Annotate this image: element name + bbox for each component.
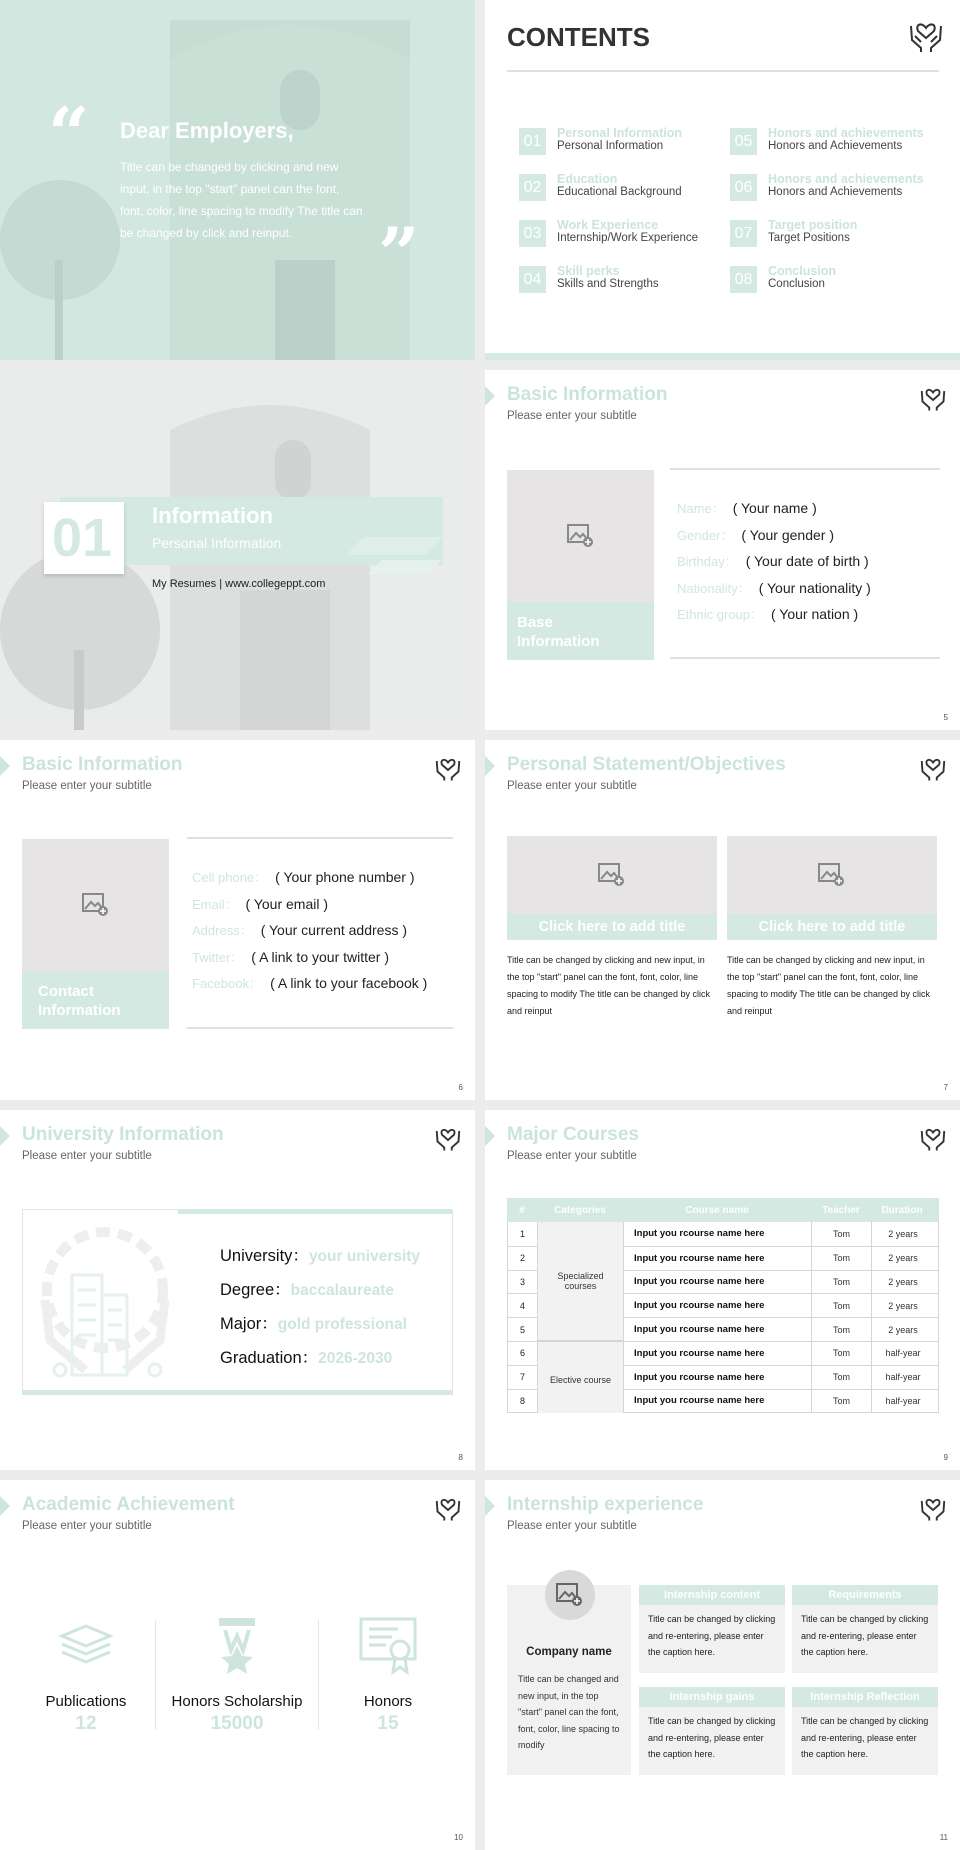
contents-item-subtitle: Skills and Strengths — [557, 278, 659, 290]
internship-box-body: Title can be changed by clicking and re-entering, please enter the caption here. — [648, 1614, 776, 1657]
contents-number: 08 — [734, 270, 753, 288]
teacher: Tom — [812, 1222, 872, 1246]
bottom-rule — [670, 657, 940, 659]
contents-number-badge — [730, 128, 757, 155]
section-footer: My Resumes | www.collegeppt.com — [152, 578, 326, 590]
section-number: 01 — [52, 508, 113, 568]
info-label: Twitter： — [192, 949, 244, 965]
contents-number-badge — [519, 174, 546, 201]
contents-item[interactable] — [730, 264, 940, 298]
internship-box-title: Requirements — [828, 1589, 902, 1601]
info-row — [677, 525, 834, 545]
page-number: 10 — [454, 1833, 463, 1842]
image-add-icon — [818, 863, 846, 887]
image-add-icon — [556, 1583, 584, 1607]
title-arrow-icon — [0, 756, 10, 776]
contents-item-title: Conclusion — [768, 264, 837, 278]
contents-number-badge — [730, 174, 757, 201]
hands-heart-icon — [918, 1122, 948, 1152]
title-arrow-icon — [485, 1496, 495, 1516]
slide-subtitle: Please enter your subtitle — [507, 1150, 637, 1162]
slide-title: Academic Achievement — [22, 1494, 235, 1515]
contents-item[interactable] — [519, 126, 729, 160]
slide-section[interactable] — [0, 370, 475, 730]
info-value[interactable]: ( Your nationality ) — [758, 579, 871, 596]
course-table — [507, 1198, 939, 1413]
top-rule — [187, 837, 453, 839]
hands-heart-icon — [433, 1122, 463, 1152]
info-row — [677, 578, 871, 598]
cover-body: Title can be changed by clicking and new input, in the top "start" panel can the font, font, color, line spacing to modify The title can be changed by click and reinput. — [120, 160, 363, 240]
info-row — [677, 604, 858, 624]
internship-box-title-bar — [639, 1687, 785, 1707]
photo-placeholder[interactable] — [727, 836, 937, 914]
table-body — [507, 1222, 939, 1413]
internship-box-title: Internship Reflection — [810, 1691, 920, 1703]
contents-item-title: Personal Information — [557, 126, 683, 140]
info-label: Ethnic group： — [677, 607, 763, 622]
duration: half-year — [885, 1372, 921, 1383]
contents-item[interactable] — [519, 264, 729, 298]
internship-box-body: Title can be changed by clicking and re-entering, please enter the caption here. — [801, 1716, 929, 1759]
contents-number: 01 — [523, 132, 542, 150]
certificate-icon — [358, 1616, 418, 1676]
internship-box-title-bar — [639, 1585, 785, 1605]
campus-watermark-icon — [30, 1220, 180, 1390]
info-row — [677, 551, 869, 571]
achievement-value: 15 — [377, 1713, 399, 1734]
duration: 2 years — [888, 1276, 918, 1287]
contents-item-title: Honors and achievements — [768, 126, 924, 140]
card-body: Title can be changed by clicking and new input, in the top "start" panel can the font, font, color, line spacing to modify The title can be changed by click and reinput — [727, 955, 930, 1016]
info-label: Email： — [192, 896, 238, 912]
course-name[interactable]: Input you rcourse name here — [624, 1294, 812, 1317]
row-number: 4 — [508, 1294, 538, 1317]
info-label: Birthday： — [677, 554, 738, 569]
hands-heart-icon — [433, 752, 463, 782]
card-title: Click here to add title — [758, 919, 906, 935]
contents-number: 04 — [523, 270, 542, 288]
contents-item[interactable] — [730, 126, 940, 160]
card-title-bar[interactable] — [507, 914, 717, 940]
internship-box-title: Internship content — [664, 1589, 760, 1601]
teacher: Tom — [812, 1342, 872, 1365]
contents-item[interactable] — [730, 172, 940, 206]
hands-heart-icon — [918, 752, 948, 782]
contents-number: 05 — [734, 132, 753, 150]
top-rule — [670, 468, 940, 470]
hands-heart-icon — [918, 382, 948, 412]
internship-box[interactable] — [639, 1585, 785, 1673]
slide-internship-experience[interactable] — [485, 1480, 960, 1850]
statement-card[interactable] — [507, 836, 717, 1036]
contents-item-subtitle: Honors and Achievements — [768, 186, 903, 198]
title-arrow-icon — [0, 1126, 10, 1146]
table-header-cell: Categories — [554, 1204, 606, 1216]
university-label: Major： — [220, 1315, 278, 1333]
slide-contact-information[interactable] — [0, 740, 475, 1100]
page-number: 11 — [939, 1833, 948, 1842]
contents-number-badge — [730, 266, 757, 293]
open-quote-icon: “ — [48, 91, 90, 176]
info-row — [192, 947, 389, 967]
company-description: Title can be changed and new input, in the top "start" panel can the font, font, color, line spacing to modify — [518, 1674, 620, 1750]
duration: 2 years — [888, 1228, 918, 1239]
info-row — [192, 867, 415, 887]
page-number: 7 — [943, 1083, 948, 1092]
duration: 2 years — [888, 1324, 918, 1335]
row-number: 6 — [508, 1342, 538, 1365]
hands-heart-icon — [433, 1492, 463, 1522]
internship-box-body: Title can be changed by clicking and re-entering, please enter the caption here. — [801, 1614, 929, 1657]
info-value[interactable]: ( A link to your facebook ) — [270, 975, 428, 991]
bottom-rule — [187, 1027, 453, 1029]
contents-item-title: Work Experience — [557, 218, 659, 232]
info-label: Nationality： — [677, 580, 751, 596]
close-quote-icon: ” — [378, 211, 420, 296]
contents-number-badge — [519, 128, 546, 155]
university-row — [220, 1344, 392, 1368]
university-value[interactable]: 2026-2030 — [318, 1350, 393, 1367]
info-label: Gender： — [677, 527, 734, 543]
slide-title: Basic Information — [22, 754, 183, 775]
photo-placeholder[interactable] — [22, 839, 169, 971]
contents-item-title: Target position — [768, 218, 858, 232]
contents-number: 06 — [734, 178, 753, 196]
section-title: Information — [152, 503, 273, 528]
info-value[interactable]: ( Your date of birth ) — [745, 553, 869, 569]
card-title: Click here to add title — [538, 919, 686, 935]
table-header-cell: Duration — [881, 1204, 923, 1216]
card-bottom-accent — [22, 1390, 453, 1395]
university-value[interactable]: gold professional — [277, 1316, 407, 1333]
contents-item[interactable] — [730, 218, 940, 252]
course-name[interactable]: Input you rcourse name here — [624, 1222, 812, 1246]
info-value[interactable]: ( Your name ) — [732, 500, 817, 516]
teacher: Tom — [812, 1271, 872, 1294]
university-value[interactable]: your university — [308, 1248, 421, 1265]
card-top-accent — [178, 1209, 453, 1214]
page-number: 9 — [943, 1453, 948, 1462]
category-label: Specialized courses — [538, 1222, 624, 1341]
university-row — [220, 1242, 420, 1266]
teacher: Tom — [812, 1294, 872, 1317]
contents-number-badge — [519, 220, 546, 247]
course-name[interactable]: Input you rcourse name here — [624, 1247, 812, 1270]
course-name[interactable]: Input you rcourse name here — [624, 1318, 812, 1341]
photo-placeholder[interactable] — [507, 470, 654, 602]
info-value[interactable]: ( A link to your twitter ) — [251, 948, 390, 965]
image-add-icon — [567, 524, 595, 548]
slide-contents[interactable] — [485, 0, 960, 360]
category-label: Elective course — [538, 1346, 624, 1413]
contents-divider — [507, 70, 939, 72]
slide-university-information[interactable] — [0, 1110, 475, 1470]
info-value[interactable]: ( Your gender ) — [741, 526, 834, 543]
info-label: Address： — [192, 923, 253, 938]
info-label: Cell phone： — [192, 870, 268, 885]
slide-subtitle: Please enter your subtitle — [507, 1520, 637, 1532]
slide-title: University Information — [22, 1124, 224, 1145]
teacher: Tom — [812, 1366, 872, 1389]
contents-item-subtitle: Conclusion — [768, 278, 825, 290]
row-number: 1 — [508, 1222, 538, 1246]
info-value[interactable]: ( Your email ) — [245, 895, 328, 912]
book-stack-icon — [58, 1620, 114, 1670]
statement-card[interactable] — [727, 836, 937, 1036]
contents-number-badge — [519, 266, 546, 293]
slide-academic-achievement[interactable] — [0, 1480, 475, 1850]
duration: half-year — [885, 1395, 921, 1406]
page-number: 6 — [458, 1083, 463, 1092]
contents-item-title: Honors and achievements — [768, 172, 924, 186]
card-title-bar[interactable] — [727, 914, 937, 940]
course-name[interactable]: Input you rcourse name here — [624, 1390, 812, 1413]
slide-title: Personal Statement/Objectives — [507, 754, 786, 775]
achievement-value: 15000 — [210, 1713, 264, 1734]
info-value[interactable]: ( Your current address ) — [260, 922, 407, 938]
row-number: 2 — [508, 1247, 538, 1270]
contents-item-subtitle: Internship/Work Experience — [557, 232, 699, 244]
slide-cover[interactable] — [0, 0, 475, 360]
row-number: 7 — [508, 1366, 538, 1389]
internship-box-title: Internship gains — [669, 1691, 755, 1703]
title-arrow-icon — [0, 1496, 10, 1516]
company-name: Company name — [526, 1646, 612, 1658]
duration: 2 years — [888, 1253, 918, 1264]
card-body: Title can be changed by clicking and new input, in the top "start" panel can the font, font, color, line spacing to modify The title can be changed by click and reinput — [507, 955, 710, 1016]
university-value[interactable]: baccalaureate — [290, 1282, 395, 1299]
image-add-icon — [598, 863, 626, 887]
internship-box[interactable] — [639, 1687, 785, 1775]
university-row — [220, 1276, 394, 1300]
course-name[interactable]: Input you rcourse name here — [624, 1342, 812, 1365]
teacher: Tom — [812, 1247, 872, 1270]
course-name[interactable]: Input you rcourse name here — [624, 1271, 812, 1294]
image-add-icon — [82, 893, 110, 917]
contents-number: 02 — [523, 178, 542, 196]
contents-number: 03 — [523, 224, 542, 242]
achievement-label: Honors Scholarship — [171, 1693, 303, 1710]
info-label: Facebook： — [192, 976, 263, 991]
row-number: 8 — [508, 1390, 538, 1413]
cover-heading: Dear Employers, — [120, 118, 294, 143]
contents-number-badge — [730, 220, 757, 247]
slide-title: Internship experience — [507, 1494, 704, 1515]
slide-subtitle: Please enter your subtitle — [507, 410, 637, 422]
slide-subtitle: Please enter your subtitle — [22, 1150, 152, 1162]
info-value[interactable]: ( Your nation ) — [771, 606, 859, 622]
info-row — [192, 920, 407, 940]
medal-icon — [215, 1616, 259, 1674]
university-row — [220, 1310, 407, 1334]
contents-item-subtitle: Educational Background — [557, 186, 682, 198]
card-label: Contact Information — [38, 983, 121, 1019]
teacher: Tom — [812, 1318, 872, 1341]
achievement-item — [313, 1693, 463, 1735]
card-label: Base Information — [517, 614, 600, 650]
slide-title: Basic Information — [507, 384, 668, 405]
contents-item-subtitle: Target Positions — [768, 232, 850, 244]
internship-box-body: Title can be changed by clicking and re-entering, please enter the caption here. — [648, 1716, 776, 1759]
internship-box-title-bar — [792, 1585, 938, 1605]
title-arrow-icon — [485, 386, 495, 406]
contents-item-subtitle: Personal Information — [557, 140, 664, 152]
contents-number: 07 — [734, 224, 753, 242]
title-arrow-icon — [485, 756, 495, 776]
internship-box[interactable] — [792, 1687, 938, 1775]
row-number: 5 — [508, 1318, 538, 1341]
contents-item[interactable] — [519, 218, 729, 252]
contents-item-subtitle: Honors and Achievements — [768, 140, 903, 152]
info-row — [677, 498, 817, 518]
hands-heart-icon — [906, 14, 946, 54]
hands-heart-icon — [918, 1492, 948, 1522]
page-number: 8 — [458, 1453, 463, 1462]
table-header-cell: Teacher — [822, 1204, 860, 1216]
slide-subtitle: Please enter your subtitle — [22, 780, 152, 792]
internship-box[interactable] — [792, 1585, 938, 1673]
slide-subtitle: Please enter your subtitle — [507, 780, 637, 792]
achievement-item — [11, 1693, 161, 1735]
slide-title: Major Courses — [507, 1124, 639, 1145]
table-header-cell: # — [519, 1204, 525, 1216]
contents-footer-bar — [485, 353, 960, 360]
company-avatar[interactable] — [545, 1570, 595, 1620]
slide-subtitle: Please enter your subtitle — [22, 1520, 152, 1532]
section-subtitle: Personal Information — [152, 535, 282, 551]
internship-box-title-bar — [792, 1687, 938, 1707]
info-label: Name： — [677, 501, 725, 516]
info-row — [192, 973, 427, 993]
achievement-value: 12 — [75, 1713, 97, 1734]
table-header — [507, 1198, 939, 1222]
title-arrow-icon — [485, 1126, 495, 1146]
achievement-item — [162, 1693, 312, 1735]
university-label: Graduation： — [220, 1349, 319, 1367]
course-name[interactable]: Input you rcourse name here — [624, 1366, 812, 1389]
slide-personal-statement[interactable] — [485, 740, 960, 1100]
duration: half-year — [885, 1348, 921, 1359]
university-label: Degree： — [220, 1281, 291, 1299]
duration: 2 years — [888, 1300, 918, 1311]
table-header-cell: Course name — [685, 1204, 749, 1216]
university-label: University： — [220, 1247, 309, 1265]
page-number: 5 — [943, 713, 948, 722]
photo-placeholder[interactable] — [507, 836, 717, 914]
contents-item-title: Skill perks — [557, 264, 620, 278]
achievement-label: Honors — [363, 1693, 413, 1710]
achievement-label: Publications — [45, 1693, 127, 1710]
teacher: Tom — [812, 1390, 872, 1413]
slide-major-courses[interactable] — [485, 1110, 960, 1470]
contents-title: CONTENTS — [507, 22, 650, 52]
info-row — [192, 894, 328, 914]
contents-item-title: Education — [557, 172, 618, 186]
slide-basic-information[interactable] — [485, 370, 960, 730]
info-value[interactable]: ( Your phone number ) — [275, 869, 415, 885]
row-number: 3 — [508, 1271, 538, 1294]
contents-item[interactable] — [519, 172, 729, 206]
